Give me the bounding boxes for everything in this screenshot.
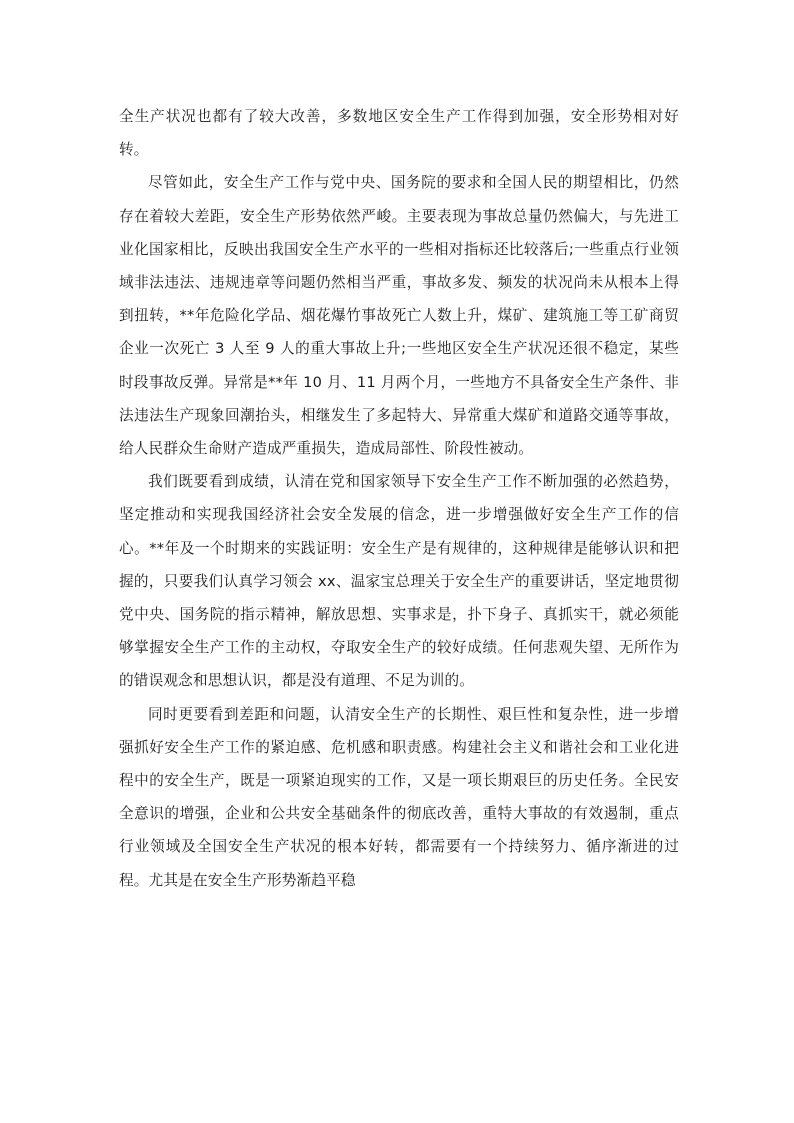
paragraph-3: 我们既要看到成绩，认清在党和国家领导下安全生产工作不断加强的必然趋势，坚定推动和实现我国经济社会安全发展的信念，进一步增强做好安全生产工作的信心。**年及一个时期来的实践证明：安全生产是有规律的，这种规律是能够认识和把握的，只要我们认真学习领会 xx、温家宝总理关于安全生产的重要讲话，坚定地贯彻党中央、国务院的指示精神，解放思想、实事求是，扑下身子、真抓实干，就必须能够掌握安全生产工作的主动权，夺取安全生产的较好成绩。任何悲观失望、无所作为的错误观念和思想认识，都是没有道理、不足为训的。: [119, 473, 679, 690]
paragraph-1: 全生产状况也都有了较大改善，多数地区安全生产工作得到加强，安全形势相对好转。: [119, 108, 679, 159]
paragraph-2: 尽管如此，安全生产工作与党中央、国务院的要求和全国人民的期望相比，仍然存在着较大差距，安全生产形势依然严峻。主要表现为事故总量仍然偏大，与先进工业化国家相比，反映出我国安全生产水平的一些相对指标还比较落后;一些重点行业领域非法违法、违规违章等问题仍然相当严重，事故多发、频发的状况尚未从根本上得到扭转，**年危险化学品、烟花爆竹事故死亡人数上升，煤矿、建筑施工等工矿商贸企业一次死亡 3 人至 9 人的重大事故上升;一些地区安全生产状况还很不稳定，某些时段事故反弹。异常是**年 10 月、11 月两个月，一些地方不具备安全生产条件、非法违法生产现象回潮抬头，相继发生了多起特大、异常重大煤矿和道路交通等事故，给人民群众生命财产造成严重损失，造成局部性、阶段性被动。: [119, 174, 679, 458]
paragraph-4: 同时更要看到差距和问题，认清安全生产的长期性、艰巨性和复杂性，进一步增强抓好安全生产工作的紧迫感、危机感和职责感。构建社会主义和谐社会和工业化进程中的安全生产，既是一项紧迫现实的工作，又是一项长期艰巨的历史任务。全民安全意识的增强，企业和公共安全基础条件的彻底改善，重特大事故的有效遏制，重点行业领域及全国安全生产状况的根本好转，都需要有一个持续努力、循序渐进的过程。尤其是在安全生产形势渐趋平稳: [119, 705, 679, 889]
document-body: [119, 100, 679, 897]
